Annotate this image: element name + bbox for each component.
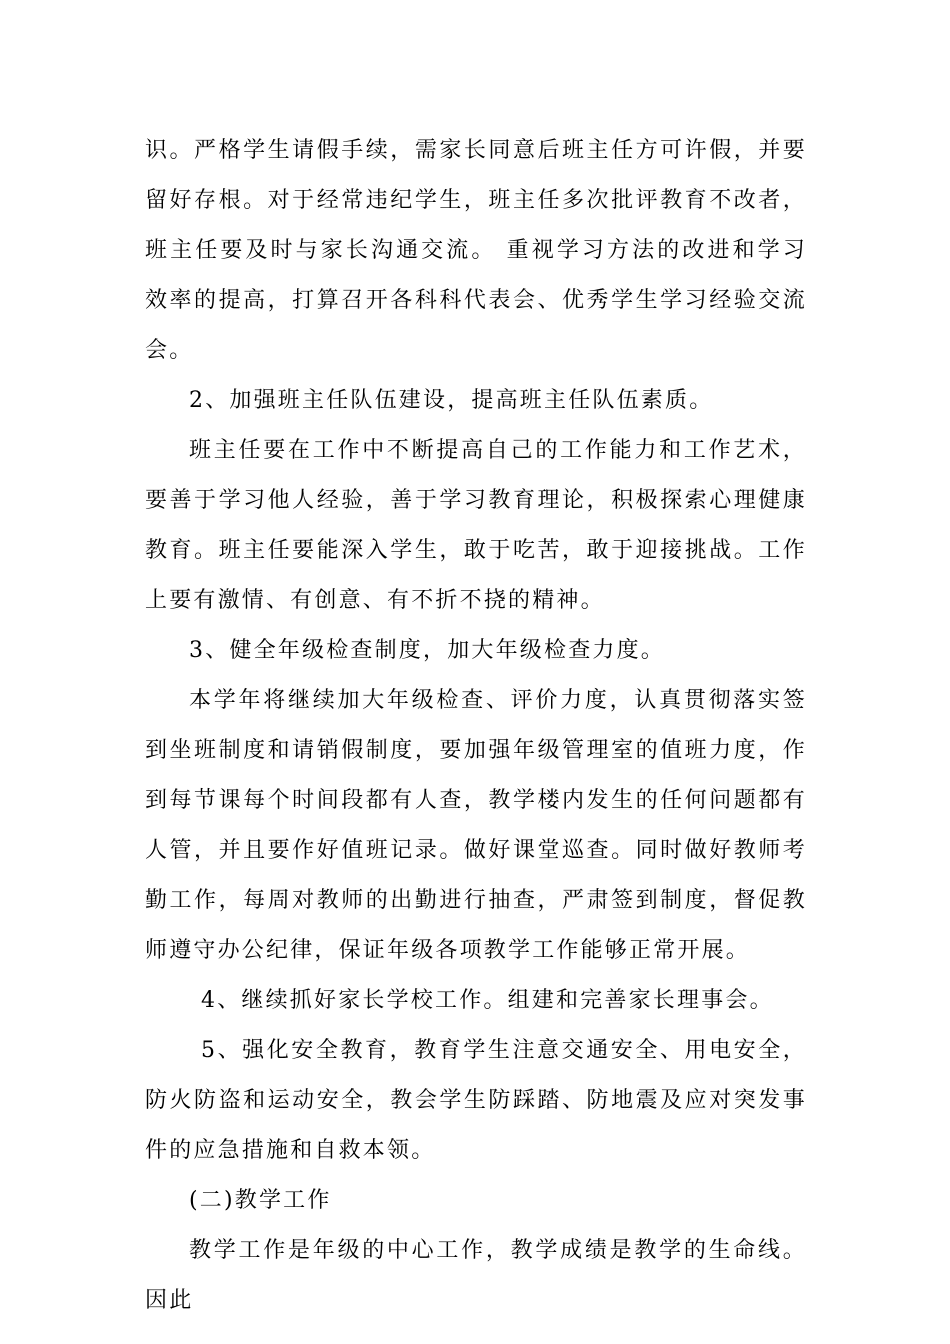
paragraph-item-5: 5、强化安全教育，教育学生注意交通安全、用电安全，防火防盗和运动安全，教会学生防踩踏、防地震及应对突发事件的应急措施和自救本领。 <box>145 1038 807 1163</box>
document-body <box>145 126 807 1326</box>
paragraph-item-3: 本学年将继续加大年级检查、评价力度，认真贯彻落实签到坐班制度和请销假制度，要加强年级管理室的值班力度，作到每节课每个时间段都有人查，教学楼内发生的任何问题都有人管，并且要作好值班记录。做好课堂巡查。同时做好教师考勤工作，每周对教师的出勤进行抽查，严肃签到制度，督促教师遵守办公纪律，保证年级各项教学工作能够正常开展。 <box>145 688 807 963</box>
heading-item-4: 4、继续抓好家长学校工作。组建和完善家长理事会。 <box>201 988 774 1013</box>
heading-item-3: 3、健全年级检查制度，加大年级检查力度。 <box>189 638 665 663</box>
paragraph-teaching: 教学工作是年级的中心工作，教学成绩是教学的生命线。因此 <box>145 1238 807 1313</box>
paragraph-item-2: 班主任要在工作中不断提高自己的工作能力和工作艺术，要善于学习他人经验，善于学习教育理论，积极探索心理健康教育。班主任要能深入学生，敢于吃苦，敢于迎接挑战。工作上要有激情、有创意、有不折不挠的精神。 <box>145 438 807 613</box>
section-heading-teaching: (二)教学工作 <box>189 1188 332 1213</box>
paragraph-continuation: 识。严格学生请假手续，需家长同意后班主任方可许假，并要留好存根。对于经常违纪学生，班主任多次批评教育不改者，班主任要及时与家长沟通交流。 重视学习方法的改进和学习效率的提高，打算召开各科科代表会、优秀学生学习经验交流会。 <box>145 138 807 363</box>
heading-item-2: 2、加强班主任队伍建设，提高班主任队伍素质。 <box>189 388 714 413</box>
